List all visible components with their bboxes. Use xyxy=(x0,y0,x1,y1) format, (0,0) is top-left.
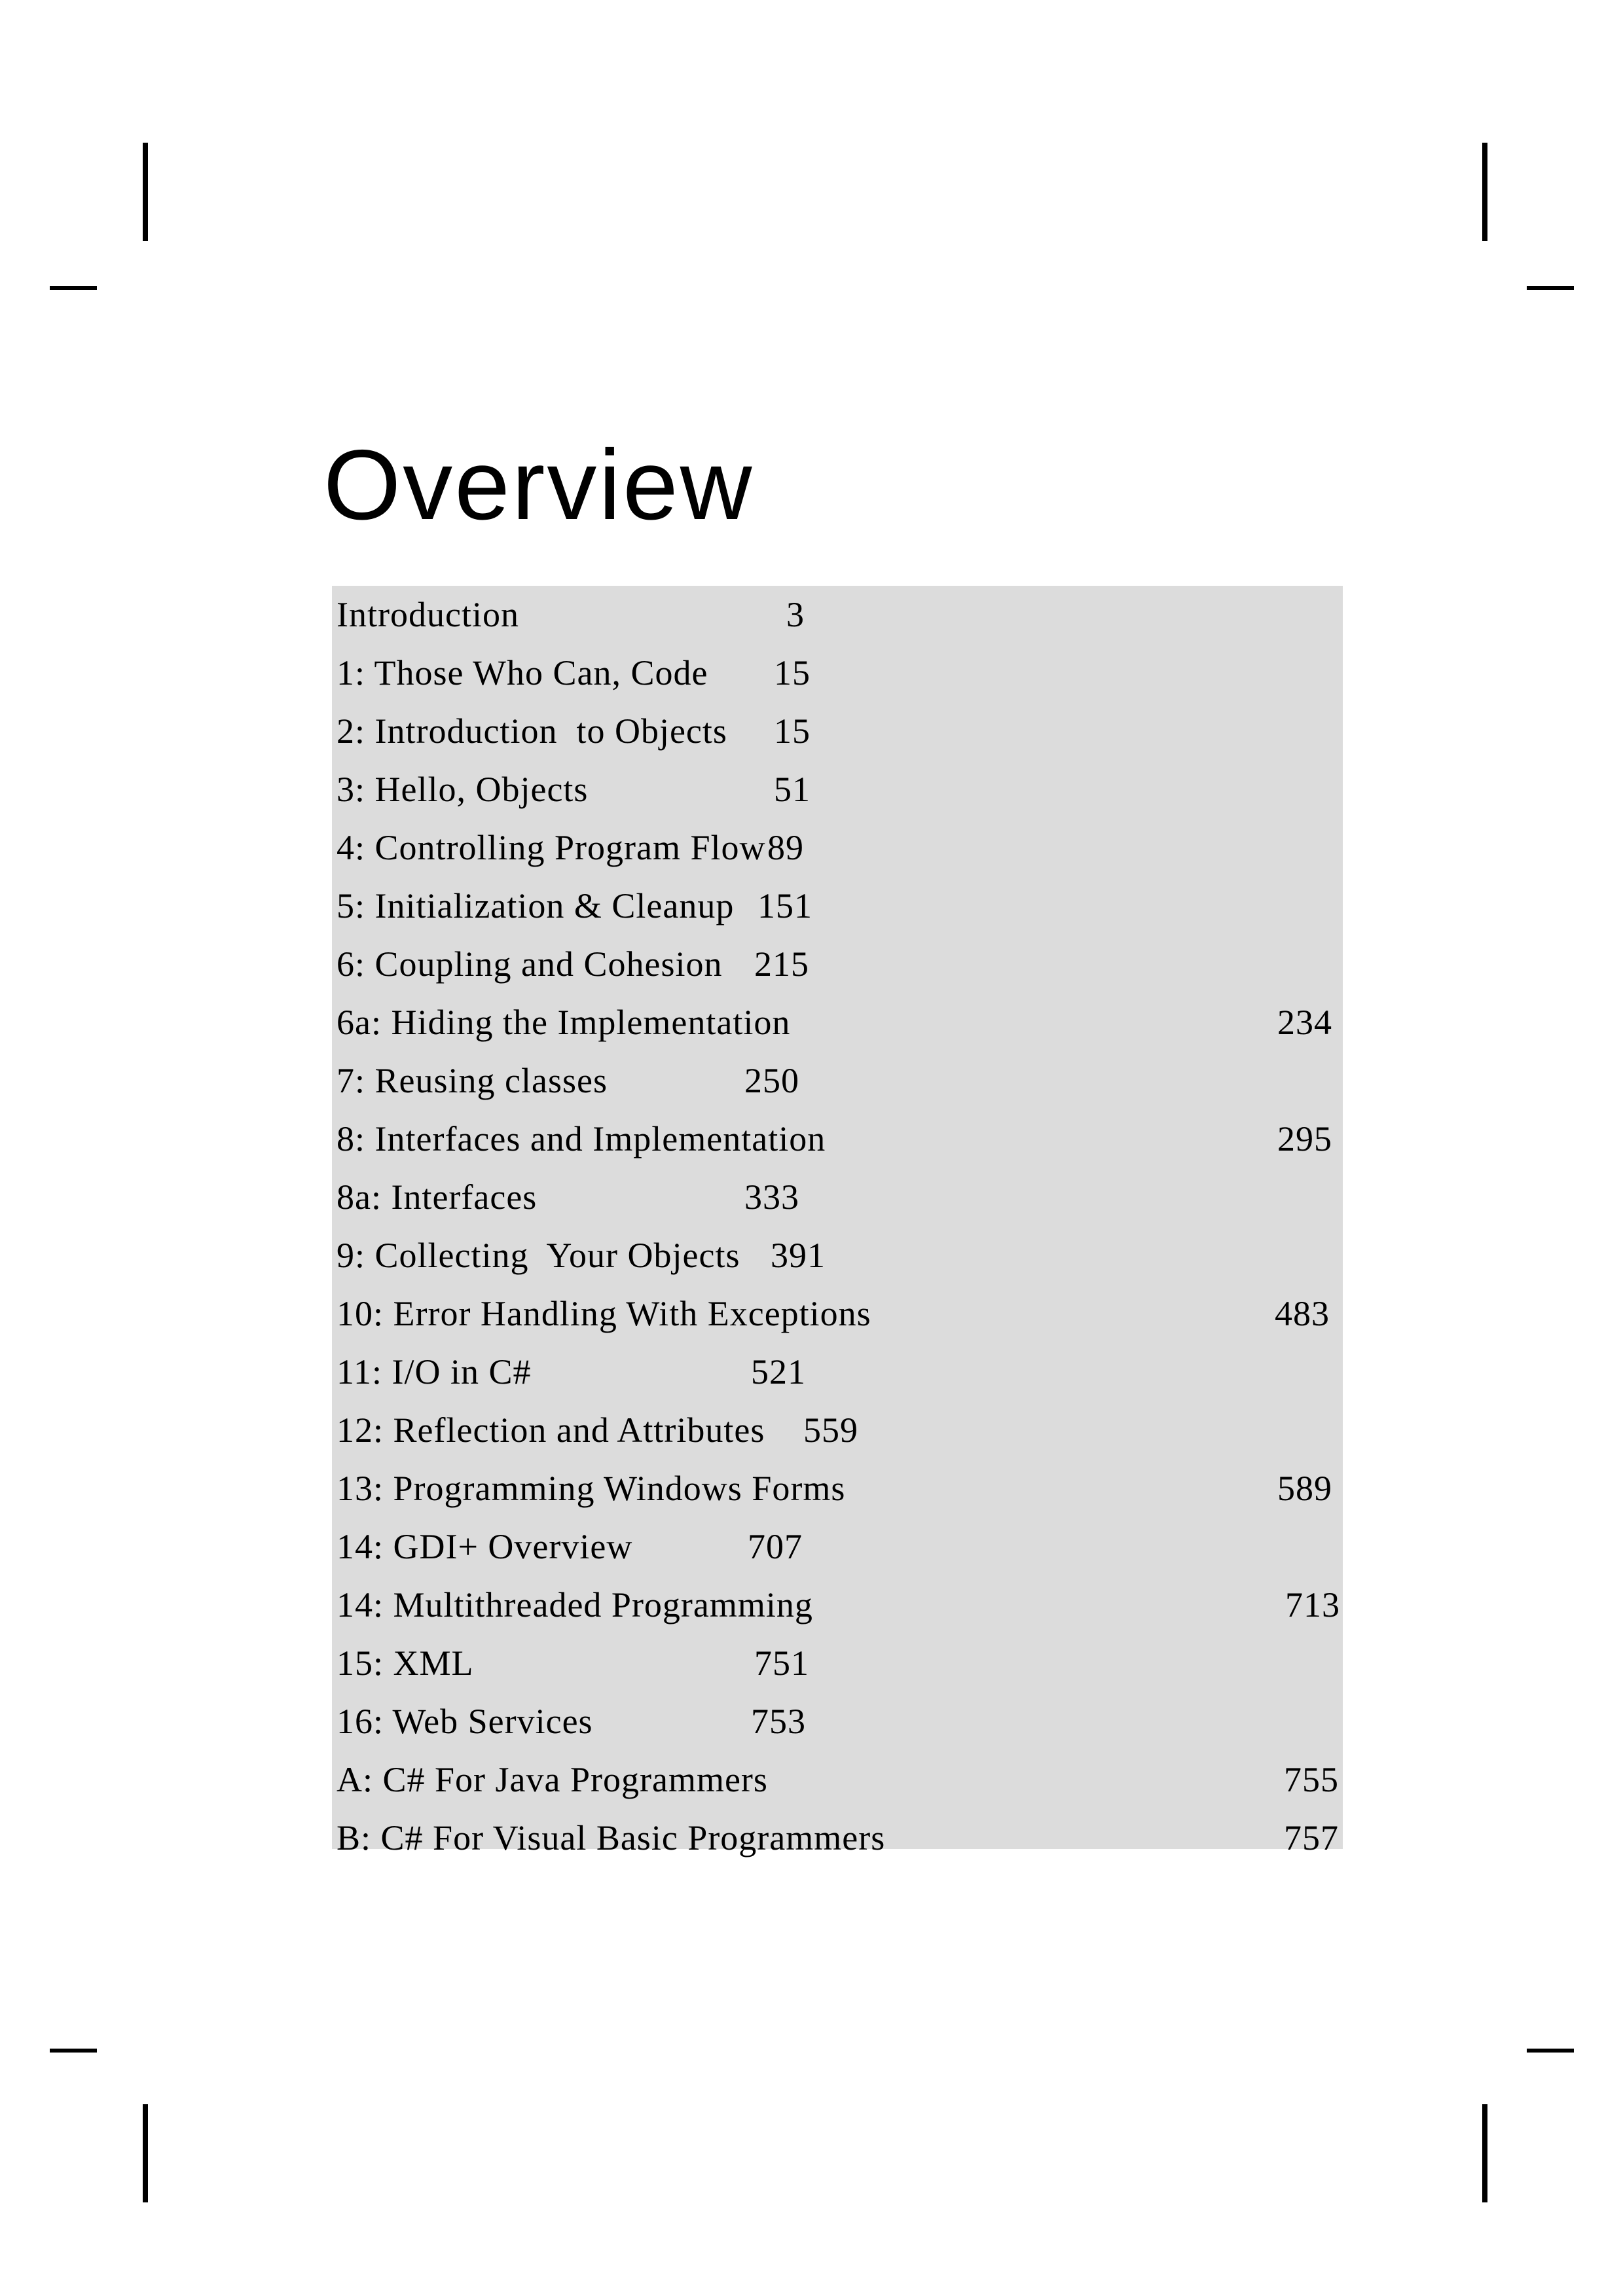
toc-entry xyxy=(332,1285,1343,1343)
toc-entry xyxy=(332,1110,1343,1168)
toc-entry xyxy=(332,1634,1343,1693)
toc-entry xyxy=(332,1168,1343,1227)
toc-entry-page: 521 xyxy=(751,1352,806,1391)
toc-entry xyxy=(332,1693,1343,1751)
toc-entry-page: 234 xyxy=(1277,1003,1332,1042)
toc-entry-page: 757 xyxy=(1284,1818,1339,1857)
crop-mark-top-right-vertical xyxy=(1482,143,1487,241)
crop-mark-top-left-vertical xyxy=(143,143,148,241)
toc-entry-label: 11: I/O in C# xyxy=(337,1352,532,1391)
toc-entry-page: 559 xyxy=(803,1410,858,1450)
toc-entry-page: 15 xyxy=(774,711,811,751)
toc-entry-page: 333 xyxy=(744,1177,799,1217)
toc-entry-label: 10: Error Handling With Exceptions xyxy=(337,1294,871,1333)
toc-entry xyxy=(332,1518,1343,1576)
toc-entry-page: 51 xyxy=(774,770,811,809)
toc-entry-page: 391 xyxy=(771,1236,826,1275)
toc-entry xyxy=(332,877,1343,935)
toc-entry-page: 483 xyxy=(1275,1294,1330,1333)
crop-mark-bottom-left-vertical xyxy=(143,2104,148,2202)
toc-entry xyxy=(332,819,1343,877)
toc-entry-label: 2: Introduction to Objects xyxy=(337,711,727,751)
toc-entry xyxy=(332,1809,1343,1867)
toc-entry-label: B: C# For Visual Basic Programmers xyxy=(337,1818,886,1857)
toc-entry-page: 753 xyxy=(751,1702,806,1741)
toc-entry-label: 15: XML xyxy=(337,1643,474,1683)
table-of-contents xyxy=(332,586,1343,1857)
toc-entry-label: 6a: Hiding the Implementation xyxy=(337,1003,791,1042)
toc-entry xyxy=(332,644,1343,702)
toc-entry-label: 1: Those Who Can, Code xyxy=(337,653,708,692)
toc-entry-page: 215 xyxy=(754,944,809,984)
toc-entry-label: Introduction xyxy=(337,595,519,634)
toc-entry-page: 755 xyxy=(1284,1760,1339,1799)
toc-entry-page: 707 xyxy=(748,1527,803,1566)
toc-entry-label: 16: Web Services xyxy=(337,1702,593,1741)
crop-mark-bottom-right-horizontal xyxy=(1527,2049,1574,2053)
crop-mark-bottom-left-horizontal xyxy=(50,2049,97,2053)
toc-entry xyxy=(332,1227,1343,1285)
toc-entry-label: 7: Reusing classes xyxy=(337,1061,608,1100)
toc-entry-page: 250 xyxy=(744,1061,799,1100)
toc-entry-label: 13: Programming Windows Forms xyxy=(337,1469,846,1508)
toc-entry-page: 713 xyxy=(1285,1585,1340,1624)
crop-mark-top-left-horizontal xyxy=(50,286,97,290)
toc-entry-label: 4: Controlling Program Flow xyxy=(337,828,766,867)
toc-entry-page: 3 xyxy=(786,595,805,634)
toc-entry-page: 589 xyxy=(1277,1469,1332,1508)
toc-entry-label: 3: Hello, Objects xyxy=(337,770,589,809)
toc-entry-label: 14: Multithreaded Programming xyxy=(337,1585,813,1624)
toc-entry xyxy=(332,1751,1343,1809)
toc-entry xyxy=(332,586,1343,644)
toc-entry xyxy=(332,1052,1343,1110)
toc-entry xyxy=(332,702,1343,761)
toc-entry-page: 15 xyxy=(774,653,811,692)
toc-entry xyxy=(332,935,1343,994)
toc-entry xyxy=(332,1576,1343,1634)
toc-entry xyxy=(332,1460,1343,1518)
toc-entry-page: 151 xyxy=(757,886,812,925)
toc-entry-page: 89 xyxy=(767,828,804,867)
toc-entry-label: 8: Interfaces and Implementation xyxy=(337,1119,826,1158)
toc-entry-label: 9: Collecting Your Objects xyxy=(337,1236,740,1275)
toc-entry-label: 12: Reflection and Attributes xyxy=(337,1410,765,1450)
page-title: Overview xyxy=(323,429,754,541)
toc-entry-label: 5: Initialization & Cleanup xyxy=(337,886,735,925)
toc-entry xyxy=(332,994,1343,1052)
toc-entry-label: A: C# For Java Programmers xyxy=(337,1760,768,1799)
toc-entry-label: 6: Coupling and Cohesion xyxy=(337,944,723,984)
toc-entry xyxy=(332,1401,1343,1460)
crop-mark-bottom-right-vertical xyxy=(1482,2104,1487,2202)
toc-entry xyxy=(332,1343,1343,1401)
toc-entry-label: 14: GDI+ Overview xyxy=(337,1527,633,1566)
toc-entry xyxy=(332,761,1343,819)
toc-entry-page: 751 xyxy=(754,1643,809,1683)
toc-entry-page: 295 xyxy=(1277,1119,1332,1158)
crop-mark-top-right-horizontal xyxy=(1527,286,1574,290)
toc-entry-label: 8a: Interfaces xyxy=(337,1177,538,1217)
